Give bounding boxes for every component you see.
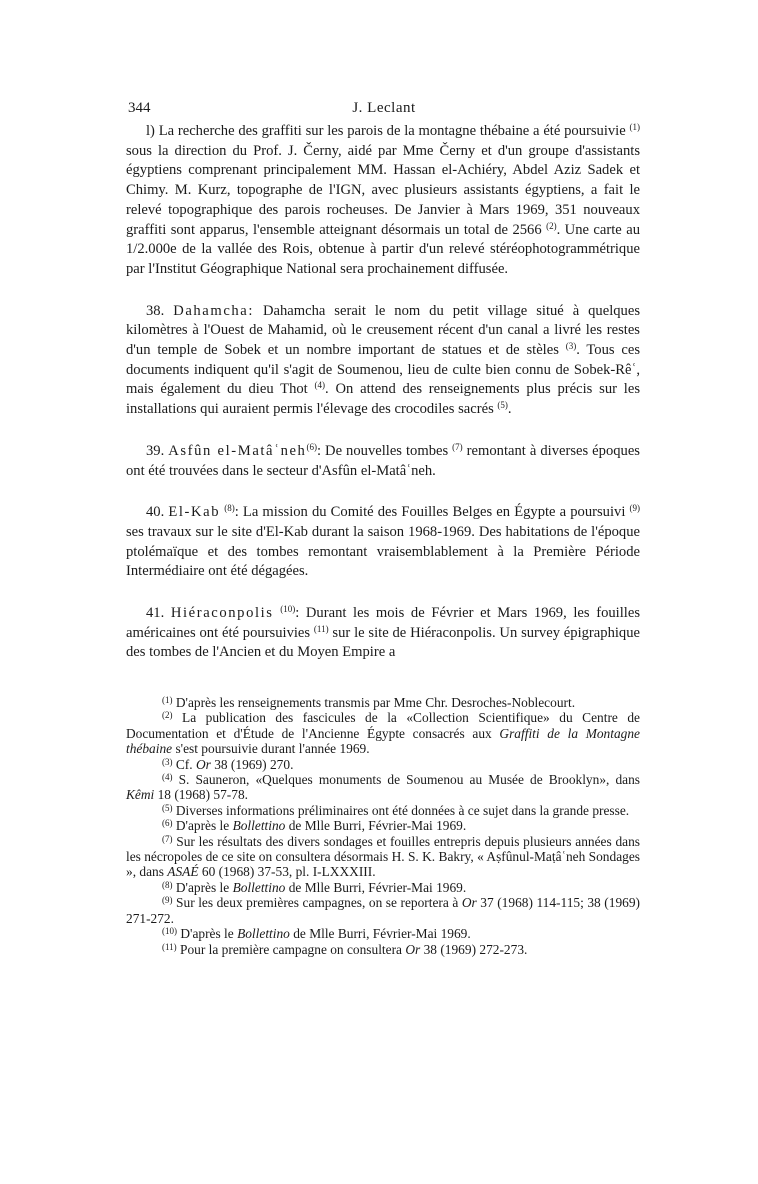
footnote-italic: Bollettino	[232, 818, 286, 834]
footnote-italic: ASAÉ	[167, 864, 199, 880]
text-run: l) La recherche des graffiti sur les parois de la montagne thébaine a été poursuivie	[146, 123, 630, 139]
section-title: Hiéraconpolis	[170, 605, 274, 622]
text-run: : Durant les mois de Février et Mars 1969, les fouilles américaines ont été poursuivies	[126, 605, 640, 641]
footnote-ref: (9)	[629, 503, 640, 514]
footnote-text: D'après le	[175, 879, 233, 895]
footnote-ref: (5)	[497, 400, 508, 411]
paragraph-graffiti	[126, 122, 640, 280]
footnote-text: Cf.	[175, 756, 196, 772]
text-run: . On attend des renseignements plus précis sur les installations qui auraient permis l'élevage des crocodiles sacrés	[126, 381, 640, 418]
footnote-9	[126, 895, 640, 926]
footnote-italic: Graffiti de la Montagne thébaine	[126, 725, 640, 757]
footnote-mark: (8)	[162, 879, 173, 890]
footnote-text: de Mlle Burri, Février-Mai 1969.	[285, 879, 467, 895]
running-title: J. Leclant	[352, 100, 416, 116]
footnote-ref: (2)	[546, 220, 557, 231]
footnote-text: S. Sauneron, «Quelques monuments de Soumenou au Musée de Brooklyn», dans	[178, 772, 640, 788]
text-run: Dahamcha serait le nom du petit village situé à quelques kilomètres à l'Ouest de Mahamid, où le creusement récent d'un canal a livré les restes d'un temple de Sobek et un nombre important de statues et de stèles	[126, 302, 640, 359]
footnote-10	[126, 926, 640, 941]
section-number: 39.	[146, 442, 165, 459]
footnote-mark: (6)	[162, 818, 173, 829]
footnote-mark: (1)	[162, 695, 173, 705]
footnote-italic: Kêmi	[126, 787, 155, 803]
text-run: : La mission du Comité des Fouilles Belges en Égypte a poursuivi	[234, 504, 630, 521]
footnote-text: La publication des fascicules de la «Collection Scientifique» du Centre de Documentation et d'Étude de l'Ancienne Égypte consacrés aux	[126, 710, 640, 741]
footnote-text: 60 (1968) 37-53, pl. I-LXXXIII.	[198, 864, 376, 880]
footnote-5	[126, 803, 640, 818]
text-run: . Une carte au 1/2.000e de la vallée des Rois, obtenue à partir d'un relevé stéréophotogrammétrique par l'Institut Géographique National sera prochainement diffusée.	[126, 221, 640, 277]
paragraph-el-kab	[126, 503, 640, 582]
footnote-text: Pour la première campagne on consultera	[180, 941, 406, 957]
footnote-text: 18 (1968) 57-78.	[154, 787, 248, 803]
section-title: El-Kab	[168, 504, 221, 521]
text-run: sur le site de Hiéraconpolis. Un survey épigraphique des tombes de l'Ancien et du Moyen Empire a	[126, 624, 640, 661]
footnote-text: Sur les deux premières campagnes, on se reportera à	[176, 895, 462, 911]
footnote-italic: Or	[461, 895, 477, 911]
paragraph-asfun	[126, 442, 640, 481]
footnote-ref: (11)	[313, 623, 329, 634]
footnote-7	[126, 834, 640, 880]
footnote-text: s'est poursuivie durant l'année 1969.	[172, 741, 370, 757]
footnote-text: D'après les renseignements transmis par Mme Chr. Desroches-Noblecourt.	[175, 695, 576, 710]
paragraph-hieraconpolis	[126, 604, 640, 663]
footnotes	[126, 695, 640, 957]
text-run: . Tous ces documents indiquent qu'il s'agit de Soumenou, lieu de culte bien connu de Sobek-Rêʿ, mais également du dieu Thot	[126, 342, 641, 398]
section-number: 38.	[146, 302, 165, 319]
section-title: Asfûn el-Matâʿneh	[168, 442, 307, 459]
footnote-text: de Mlle Burri, Février-Mai 1969.	[285, 818, 467, 834]
footnote-italic: Or	[195, 756, 211, 772]
page-number: 344	[128, 100, 151, 116]
footnote-mark: (3)	[162, 756, 173, 767]
footnote-4	[126, 772, 640, 803]
footnote-mark: (2)	[162, 710, 173, 721]
footnote-ref: (1)	[629, 122, 640, 132]
footnote-11	[126, 942, 640, 957]
main-text	[126, 122, 640, 663]
footnote-italic: Or	[405, 941, 421, 957]
text-run: remontant à diverses époques ont été trouvées dans le secteur d'Asfûn el-Matâʿneh.	[126, 442, 640, 479]
footnote-1	[126, 695, 640, 710]
footnote-mark: (5)	[162, 802, 173, 813]
text-run: ses travaux sur le site d'El-Kab durant la saison 1968-1969. Des habitations de l'époque ptolémaïque et des tombes remontant vraisemblablement à la Première Période Intermédiaire ont été dégagées.	[126, 523, 640, 580]
footnote-ref: (6)	[306, 441, 317, 452]
footnote-text: D'après le	[175, 818, 233, 834]
footnote-ref: (4)	[314, 380, 326, 391]
footnote-text: 37 (1968) 114-115; 38 (1969) 271-272.	[126, 895, 640, 926]
text-run: .	[507, 401, 512, 418]
footnote-text: de Mlle Burri, Février-Mai 1969.	[289, 926, 471, 942]
footnote-text: 38 (1969) 270.	[210, 756, 294, 772]
footnote-6	[126, 818, 640, 833]
footnote-mark: (11)	[162, 941, 177, 952]
footnote-text: 38 (1969) 272-273.	[420, 941, 528, 957]
section-number: 41.	[146, 605, 165, 622]
paragraph-dahamcha	[126, 302, 640, 420]
text-run: : De nouvelles tombes	[316, 442, 453, 459]
footnote-text: Sur les résultats des divers sondages et fouilles entrepris depuis plusieurs années dans les nécropoles de ce site on consultera désormais H. S. K. Bakry, « Aṣfûnul-Maṭâʿneh Sondages », dans	[126, 833, 641, 880]
footnote-mark: (9)	[162, 895, 173, 906]
section-number: 40.	[146, 504, 165, 521]
footnote-8	[126, 880, 640, 895]
footnote-italic: Bollettino	[237, 926, 290, 942]
footnote-text: D'après le	[180, 926, 238, 942]
footnote-italic: Bollettino	[232, 879, 286, 895]
footnote-ref: (10)	[280, 604, 296, 615]
footnote-ref: (8)	[224, 503, 235, 514]
footnote-ref: (3)	[565, 341, 577, 352]
footnote-text: Diverses informations préliminaires ont été données à ce sujet dans la grande presse.	[175, 802, 630, 818]
footnote-mark: (7)	[162, 833, 173, 844]
footnote-2	[126, 710, 640, 756]
footnote-mark: (4)	[162, 772, 173, 783]
section-title: Dahamcha:	[173, 302, 255, 319]
footnote-mark: (10)	[162, 926, 177, 937]
footnote-3	[126, 757, 640, 772]
footnote-ref: (7)	[452, 441, 463, 452]
page-header	[128, 100, 640, 120]
text-run: sous la direction du Prof. J. Černy, aidé par Mme Černy et d'un groupe d'assistants égyptiens comprenant principalement MM. Hassan el-Achiéry, Abdel Aziz Sadek et Chimy. M. Kurz, topographe de l'IGN, avec plusieurs assistants égyptiens, a fait le relevé topographique des parois rocheuses. De Janvier à Mars 1969, 351 nouveaux graffiti sont apparus, l'ensemble atteignant désormais un total de 2566	[126, 142, 640, 238]
